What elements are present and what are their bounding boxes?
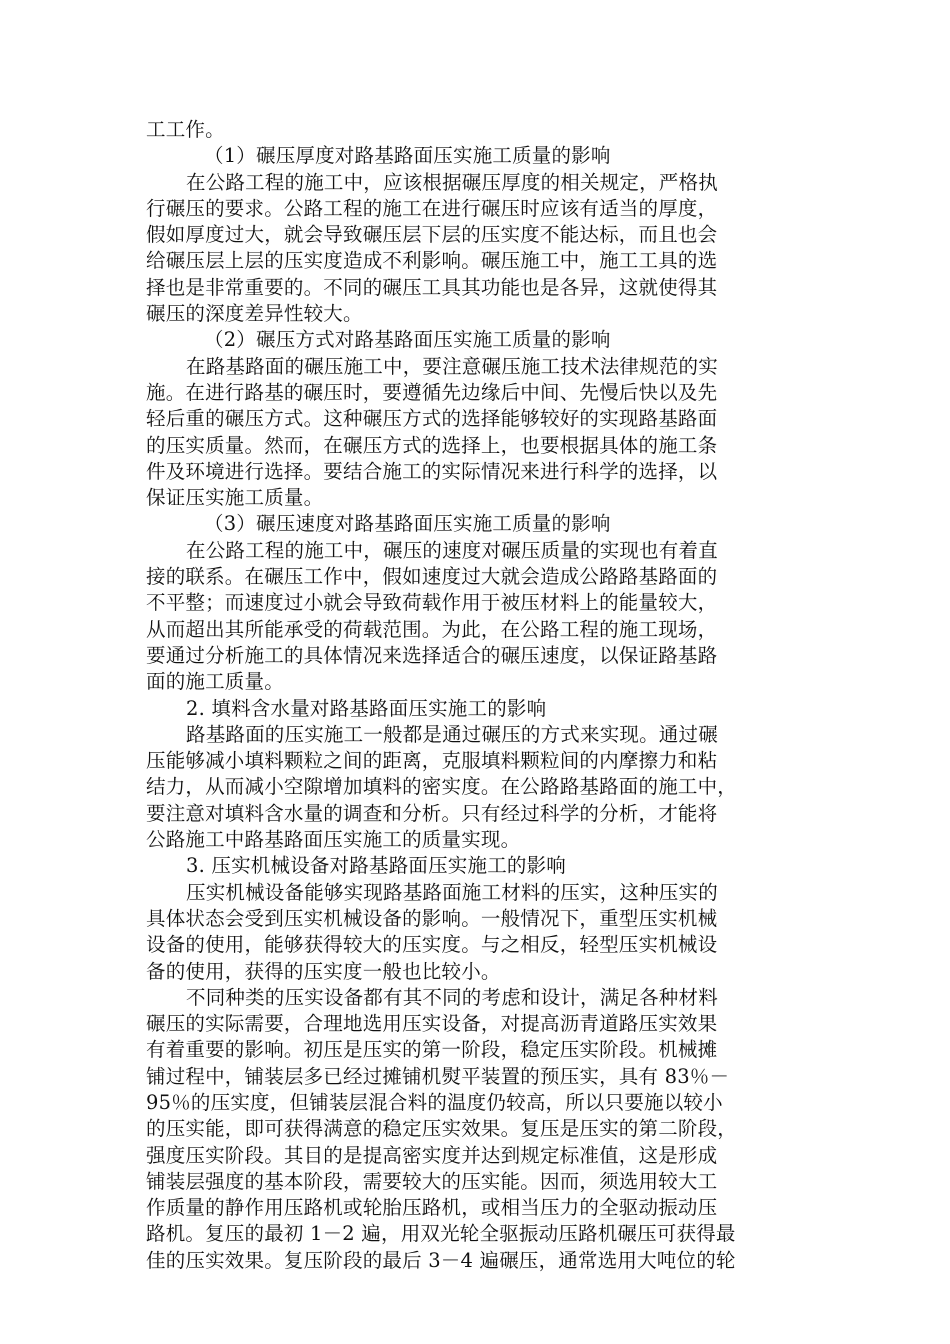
text-line: 压实机械设备能够实现路基路面施工材料的压实，这种压实的 <box>186 880 718 904</box>
text-line: 具体状态会受到压实机械设备的影响。一般情况下，重型压实机械 <box>146 906 718 930</box>
text-line: 的压实能，即可获得满意的稳定压实效果。复压是压实的第二阶段， <box>146 1117 738 1141</box>
text-line: 在公路工程的施工中，应该根据碾压厚度的相关规定，严格执 <box>186 170 718 194</box>
text-line: 接的联系。在碾压工作中，假如速度过大就会造成公路路基路面的 <box>146 565 718 589</box>
text-line: 要通过分析施工的具体情况来选择适合的碾压速度，以保证路基路 <box>146 643 718 667</box>
text-line: 佳的压实效果。复压阶段的最后 3－4 遍碾压，通常选用大吨位的轮 <box>146 1248 736 1272</box>
text-line: 工工作。 <box>146 118 225 141</box>
text-line: 的压实质量。然而，在碾压方式的选择上，也要根据具体的施工条 <box>146 433 718 457</box>
text-line: 假如厚度过大，就会导致碾压层下层的压实度不能达标，而且也会 <box>146 223 718 247</box>
text-line: 压能够减小填料颗粒之间的距离，克服填料颗粒间的内摩擦力和粘 <box>146 749 718 773</box>
text-line: 不同种类的压实设备都有其不同的考虑和设计，满足各种材料 <box>186 985 718 1009</box>
text-line: 要注意对填料含水量的调查和分析。只有经过科学的分析，才能将 <box>146 801 718 825</box>
text-line: 公路施工中路基路面压实施工的质量实现。 <box>146 828 521 852</box>
text-line: 在公路工程的施工中，碾压的速度对碾压质量的实现也有着直 <box>186 538 718 562</box>
section-heading-line: 2. 填料含水量对路基路面压实施工的影响 <box>186 696 547 720</box>
text-line: 铺过程中，铺装层多已经过摊铺机熨平装置的预压实，具有 83％－ <box>146 1064 730 1088</box>
text-line: 碾压的实际需要，合理地选用压实设备，对提高沥青道路压实效果 <box>146 1012 718 1036</box>
text-line: 路机。复压的最初 1－2 遍，用双光轮全驱振动压路机碾压可获得最 <box>146 1222 736 1246</box>
text-line: 碾压的深度差异性较大。 <box>146 302 363 326</box>
text-line: 路基路面的压实施工一般都是通过碾压的方式来实现。通过碾 <box>186 722 718 746</box>
text-line: 结力，从而减小空隙增加填料的密实度。在公路路基路面的施工中， <box>146 775 738 799</box>
text-line: 保证压实施工质量。 <box>146 486 324 510</box>
section-heading-line: （1）碾压厚度对路基路面压实施工质量的影响 <box>204 144 611 168</box>
text-line: 行碾压的要求。公路工程的施工在进行碾压时应该有适当的厚度， <box>146 196 718 220</box>
text-line: 有着重要的影响。初压是压实的第一阶段，稳定压实阶段。机械摊 <box>146 1038 718 1062</box>
body-text <box>146 117 806 1274</box>
section-heading-line: 3. 压实机械设备对路基路面压实施工的影响 <box>186 854 567 878</box>
section-heading-line: （2）碾压方式对路基路面压实施工质量的影响 <box>204 328 611 352</box>
text-line: 备的使用，获得的压实度一般也比较小。 <box>146 959 501 983</box>
text-line: 轻后重的碾压方式。这种碾压方式的选择能够较好的实现路基路面 <box>146 407 718 431</box>
text-line: 给碾压层上层的压实度造成不利影响。碾压施工中，施工工具的选 <box>146 249 718 273</box>
text-line: 不平整；而速度过小就会导致荷载作用于被压材料上的能量较大， <box>146 591 718 615</box>
text-line: 择也是非常重要的。不同的碾压工具其功能也是各异，这就使得其 <box>146 275 718 299</box>
text-line: 作质量的静作用压路机或轮胎压路机，或相当压力的全驱动振动压 <box>146 1196 718 1220</box>
text-line: 从而超出其所能承受的荷载范围。为此，在公路工程的施工现场， <box>146 617 718 641</box>
text-line: 强度压实阶段。其目的是提高密实度并达到规定标准值，这是形成 <box>146 1143 718 1167</box>
text-line: 在路基路面的碾压施工中，要注意碾压施工技术法律规范的实 <box>186 354 718 378</box>
text-line: 施。在进行路基的碾压时，要遵循先边缘后中间、先慢后快以及先 <box>146 380 718 404</box>
text-line: 设备的使用，能够获得较大的压实度。与之相反，轻型压实机械设 <box>146 933 718 957</box>
text-line: 95％的压实度，但铺装层混合料的温度仍较高，所以只要施以较小 <box>146 1090 723 1114</box>
text-line: 铺装层强度的基本阶段，需要较大的压实能。因而，须选用较大工 <box>146 1169 718 1193</box>
text-line: 面的施工质量。 <box>146 670 284 694</box>
text-line: 件及环境进行选择。要结合施工的实际情况来进行科学的选择，以 <box>146 459 718 483</box>
section-heading-line: （3）碾压速度对路基路面压实施工质量的影响 <box>204 512 611 536</box>
